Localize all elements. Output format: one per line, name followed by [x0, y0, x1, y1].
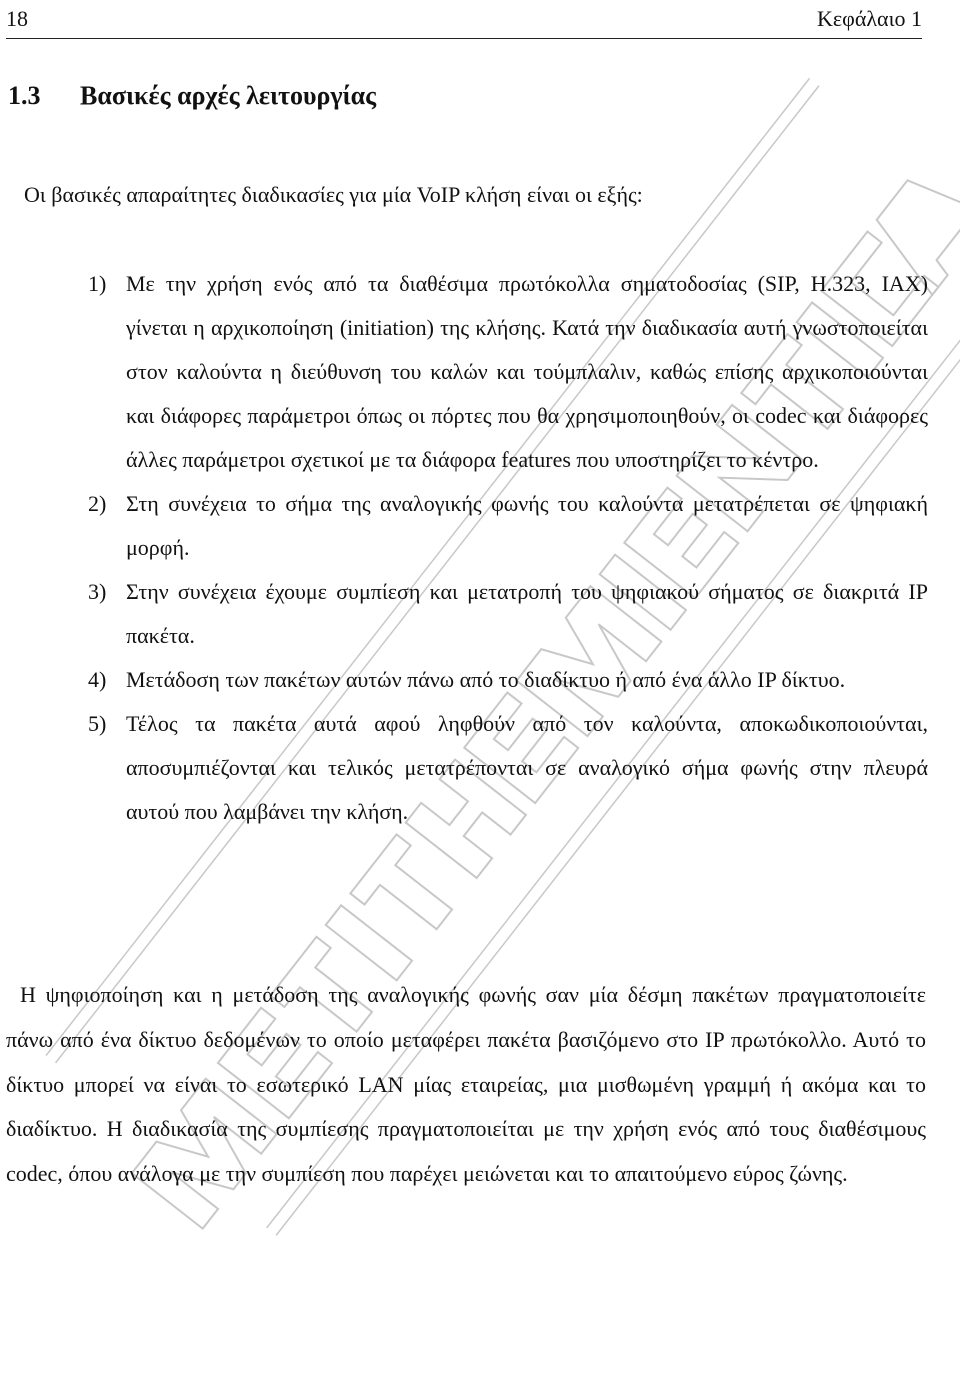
- list-item-text: Με την χρήση ενός από τα διαθέσιμα πρωτόκολλα σηματοδοσίας (SIP, H.323, IAX) γίνεται η αρχικοποίηση (initiation) της κλήσης. Κατά την διαδικασία αυτή γνωστοποιείται στον καλούντα η διεύθυνση του καλών και τούμπλαλιν, καθώς επίσης αρχικοποιούνται και διάφορες παράμετροι όπως οι πόρτες που θα χρησιμοποιηθούν, οι codec και διάφορες άλλες παράμετροι σχετικοί με τα διάφορα features που υποστηρίζει το κέντρο.: [126, 271, 928, 472]
- list-item-marker: 5): [88, 711, 107, 736]
- list-item-text: Στη συνέχεια το σήμα της αναλογικής φωνής του καλούντα μετατρέπεται σε ψηφιακή μορφή.: [126, 491, 928, 560]
- chapter-label: Κεφάλαιο 1: [817, 6, 922, 31]
- section-number: 1.3: [8, 81, 41, 110]
- list-item-text: Τέλος τα πακέτα αυτά αφού ληφθούν από τον καλούντα, αποκωδικοποιούνται, αποσυμπιέζονται και τελικός μετατρέπονται σε αναλογικό σήμα φωνής στην πλευρά αυτού που λαμβάνει την κλήση.: [126, 711, 928, 824]
- section-title: Βασικές αρχές λειτουργίας: [80, 81, 377, 110]
- closing-paragraph: Η ψηφιοποίηση και η μετάδοση της αναλογικής φωνής σαν μία δέσμη πακέτων πραγματοποιείτε πάνω από ένα δίκτυο δεδομένων το οποίο μεταφέρει πακέτα βασιζόμενο στο IP πρωτόκολλο. Αυτό το δίκτυο μπορεί να είναι το εσωτερικό LAN μίας εταιρείας, μια μισθωμένη γραμμή ή ακόμα και το διαδίκτυο. Η διαδικασία της συμπίεσης πραγματοποιείται με την χρήση ενός από τους διαθέσιμους codec, όπου ανάλογα με την συμπίεση που παρέχει μειώνεται και το απαιτούμενο εύρος ζώνης.: [6, 982, 926, 1187]
- list-item: [88, 570, 928, 658]
- list-item-marker: 2): [88, 491, 107, 516]
- list-item-marker: 1): [88, 271, 107, 296]
- list-item-text: Μετάδοση των πακέτων αυτών πάνω από το διαδίκτυο ή από ένα άλλο IP δίκτυο.: [126, 667, 846, 692]
- list-item: [88, 702, 928, 834]
- header-divider: [6, 38, 922, 39]
- list-item-marker: 3): [88, 579, 107, 604]
- list-item-text: Στην συνέχεια έχουμε συμπίεση και μετατροπή του ψηφιακού σήματος σε διακριτά IP πακέτα.: [126, 579, 928, 648]
- steps-list: [88, 262, 928, 834]
- section-heading: [8, 76, 376, 116]
- intro-paragraph: Οι βασικές απαραίτητες διαδικασίες για μία VoIP κλήση είναι οι εξής:: [24, 182, 643, 207]
- list-item: [88, 658, 928, 702]
- list-item-marker: 4): [88, 667, 107, 692]
- page-number: 18: [6, 6, 28, 31]
- list-item: [88, 262, 928, 482]
- list-item: [88, 482, 928, 570]
- page-header: [6, 2, 922, 36]
